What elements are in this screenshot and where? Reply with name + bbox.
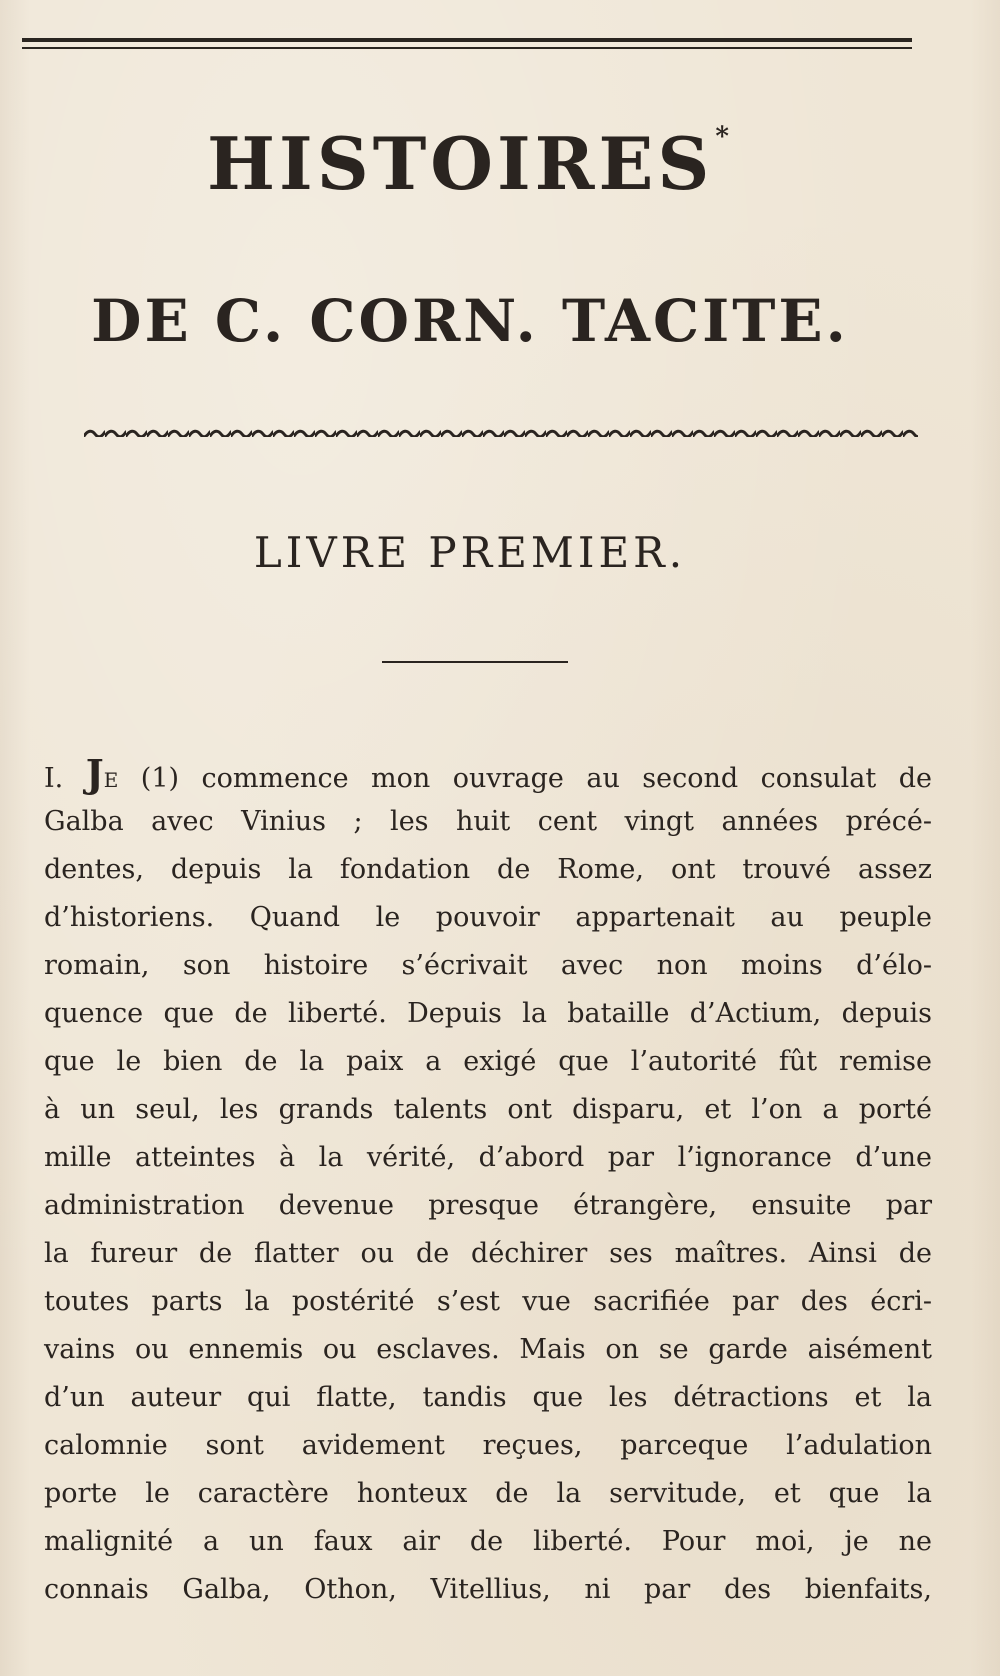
top-double-rule-thick — [22, 38, 912, 42]
footnote-reference: (1) — [140, 763, 180, 794]
text-line: calomnie sont avidement reçues, parceque l’adulation — [44, 1430, 932, 1461]
text-line: vains ou ennemis ou esclaves. Mais on se garde aisément — [44, 1334, 932, 1365]
drop-cap: J — [85, 751, 104, 796]
text-line: administration devenue presque étrangère, ensuite par — [44, 1190, 932, 1221]
text-line: romain, son histoire s’écrivait avec non moins d’élo- — [44, 950, 932, 981]
chapter-number: I. — [44, 763, 64, 794]
ornamental-wave-rule — [84, 425, 918, 437]
chapter-text — [44, 750, 932, 1614]
title-footnote-mark: * — [715, 122, 733, 152]
text-line: porte le caractère honteux de la servitude, et que la — [44, 1478, 932, 1509]
text-line: mille atteintes à la vérité, d’abord par l’ignorance d’une — [44, 1142, 932, 1173]
book-heading: LIVRE PREMIER. — [253, 528, 687, 577]
book-title-text: HISTOIRES — [207, 121, 714, 206]
text-line: que le bien de la paix a exigé que l’autorité fût remise — [44, 1046, 932, 1077]
book-subtitle: DE C. CORN. TACITE. — [91, 287, 849, 355]
text-line: à un seul, les grands talents ont disparu, et l’on a porté — [44, 1094, 932, 1125]
text-line: Galba avec Vinius ; les huit cent vingt années précé- — [44, 806, 932, 837]
first-line-text: commence mon ouvrage au second consulat de — [201, 763, 932, 794]
text-line: d’un auteur qui flatte, tandis que les détractions et la — [44, 1382, 932, 1413]
small-caps-letters: E — [103, 768, 119, 792]
text-line: toutes parts la postérité s’est vue sacrifiée par des écri- — [44, 1286, 932, 1317]
text-line: malignité a un faux air de liberté. Pour moi, je ne — [44, 1526, 932, 1557]
text-line: d’historiens. Quand le pouvoir appartenait au peuple — [44, 902, 932, 933]
text-line: dentes, depuis la fondation de Rome, ont trouvé assez — [44, 854, 932, 885]
text-line: la fureur de flatter ou de déchirer ses maîtres. Ainsi de — [44, 1238, 932, 1269]
section-rule — [382, 661, 568, 663]
top-double-rule-thin — [22, 47, 912, 49]
text-line: quence que de liberté. Depuis la bataille d’Actium, depuis — [44, 998, 932, 1029]
text-line: connais Galba, Othon, Vitellius, ni par des bienfaits, — [44, 1574, 932, 1605]
chapter-first-line — [44, 750, 932, 798]
book-title — [0, 121, 940, 206]
